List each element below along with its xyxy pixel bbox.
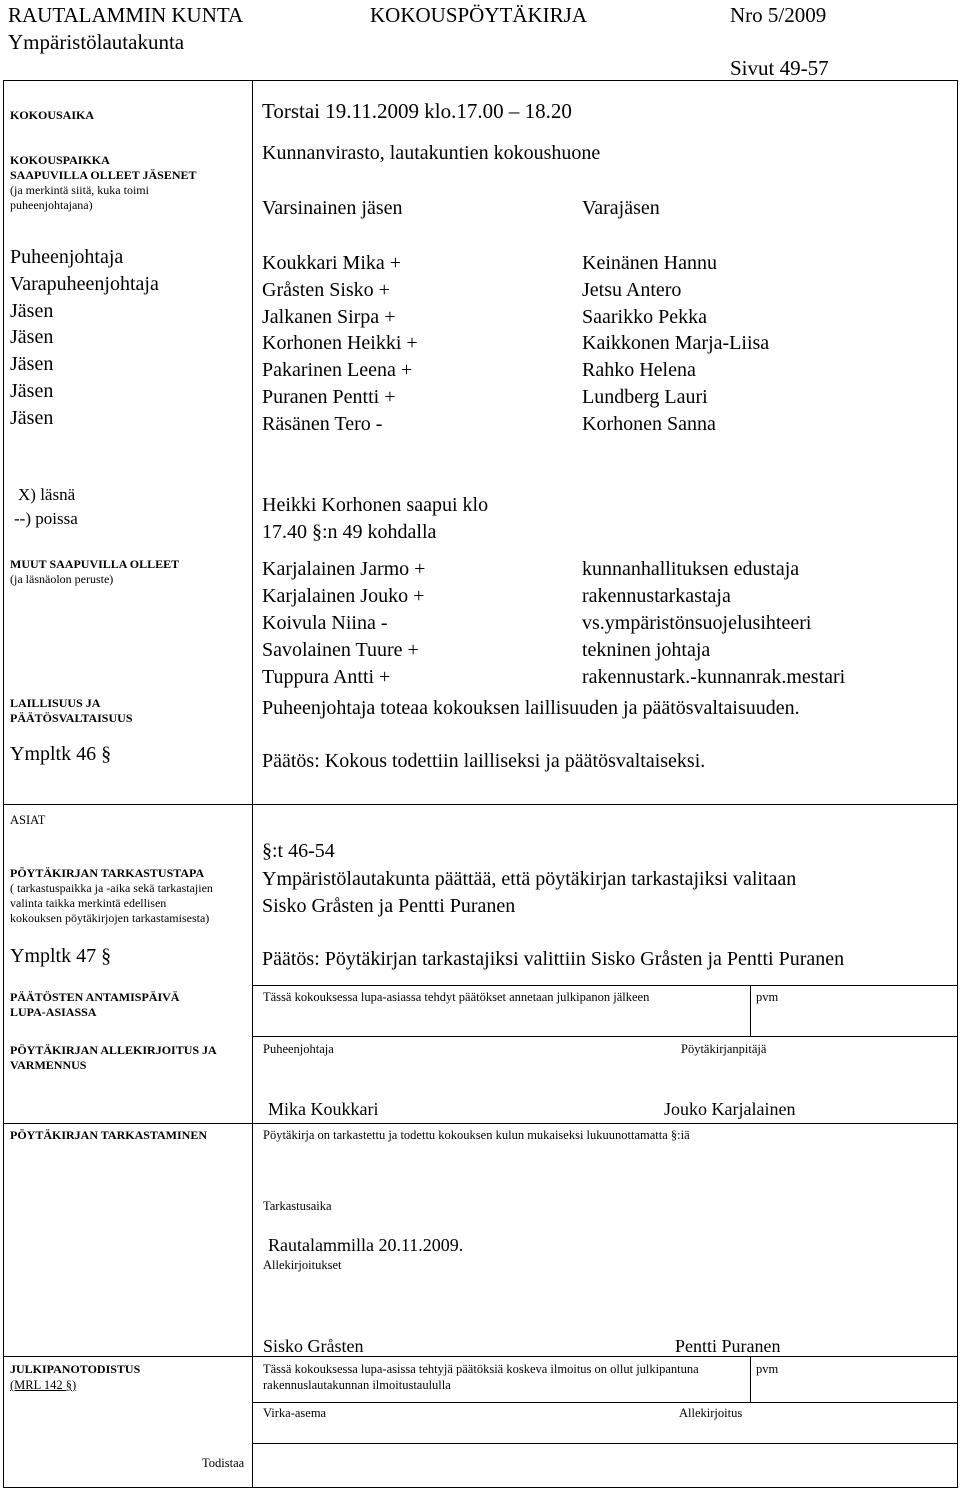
public-notice-text-2: rakennuslautakunnan ilmoitustaululla [263, 1378, 451, 1392]
notice-lower-line [252, 1443, 958, 1444]
other-attendee-name: Karjalainen Jouko + [262, 585, 425, 607]
section-divider [3, 804, 958, 805]
legend-present: X) läsnä [18, 485, 76, 504]
member-role: Puheenjohtaja [10, 246, 124, 268]
members-sublabel-1: (ja merkintä siitä, kuka toimi [10, 183, 149, 197]
review-label: PÖYTÄKIRJAN TARKASTAMINEN [10, 1128, 208, 1142]
notice-date-divider [750, 1356, 751, 1402]
other-attendee-role: tekninen johtaja [582, 639, 711, 661]
announcement-bottom-line [252, 1036, 958, 1037]
deputy-member: Lundberg Lauri [582, 385, 708, 408]
other-attendee-role: rakennustark.-kunnanrak.mestari [582, 666, 846, 688]
arrival-note [262, 492, 488, 546]
members-sublabel-2: puheenjohtajana) [10, 198, 93, 212]
legality-label-2: PÄÄTÖSVALTAISUUS [10, 711, 133, 725]
member-roles-list [10, 244, 159, 432]
member-role: Jäsen [10, 299, 54, 322]
announcement-top-line [252, 985, 958, 986]
chair-name: Mika Koukkari [268, 1099, 379, 1119]
meeting-place-value: Kunnanvirasto, lautakuntien kokoushuone [262, 142, 601, 164]
municipality-name: RAUTALAMMIN KUNTA [8, 3, 244, 27]
review-statement: Pöytäkirja on tarkastettu ja todettu kokouksen kulun mukaiseksi lukuunottamatta §:iä [263, 1128, 690, 1142]
other-attendee-name: Tuppura Antti + [262, 666, 391, 688]
committee-name: Ympäristölautakunta [8, 30, 185, 54]
public-notice-signature-label: Allekirjoitus [679, 1406, 743, 1420]
inspection-method-sublabel-2: valinta taikka merkintä edellisen [10, 896, 167, 910]
arrival-note-line-2: 17.40 §:n 49 kohdalla [262, 521, 437, 543]
members-label: SAAPUVILLA OLLEET JÄSENET [10, 168, 197, 182]
deputy-member-column-header: Varajäsen [582, 197, 660, 219]
others-sublabel: (ja läsnäolon peruste) [10, 572, 114, 586]
review-signatures-label: Allekirjoitukset [263, 1258, 342, 1272]
other-attendee-name: Karjalainen Jarmo + [262, 558, 426, 580]
review-time-label: Tarkastusaika [263, 1199, 332, 1213]
page-range: Sivut 49-57 [730, 56, 829, 80]
member-role: Jäsen [10, 379, 54, 402]
legality-section-number: Ympltk 46 § [10, 743, 112, 765]
bottom-border [3, 1487, 958, 1488]
review-top-line [3, 1123, 958, 1124]
announcement-label-2: LUPA-ASIASSA [10, 1005, 97, 1019]
announcement-date-label: pvm [756, 990, 779, 1004]
chair-signature-label: Puheenjohtaja [263, 1042, 334, 1056]
reviewer-2-name: Pentti Puranen [675, 1336, 781, 1356]
other-attendees-list [262, 556, 425, 691]
document-number: Nro 5/2009 [730, 3, 827, 27]
secretary-signature-label: Pöytäkirjanpitäjä [681, 1042, 767, 1056]
other-attendee-roles-list [582, 556, 845, 691]
left-border [3, 80, 4, 1488]
meeting-time-label: KOKOUSAIKA [10, 108, 95, 122]
legality-label-1: LAILLISUUS JA [10, 696, 101, 710]
member-role: Varapuheenjohtaja [10, 272, 159, 295]
column-divider [252, 80, 253, 1488]
regular-member: Jalkanen Sirpa + [262, 305, 396, 328]
inspectors-decision: Päätös: Pöytäkirjan tarkastajiksi valittiin Sisko Gråsten ja Pentti Puranen [262, 948, 845, 970]
notice-mid-line [252, 1402, 958, 1403]
inspection-method-sublabel-1: ( tarkastuspaikka ja -aika sekä tarkastajien [10, 881, 213, 895]
other-attendee-role: kunnanhallituksen edustaja [582, 558, 800, 580]
other-attendee-name: Savolainen Tuure + [262, 639, 419, 661]
inspection-method-label: PÖYTÄKIRJAN TARKASTUSTAPA [10, 866, 205, 880]
legality-statement: Puheenjohtaja toteaa kokouksen laillisuuden ja päätösvaltaisuuden. [262, 697, 800, 719]
others-label: MUUT SAAPUVILLA OLLEET [10, 557, 180, 571]
announcement-label-1: PÄÄTÖSTEN ANTAMISPÄIVÄ [10, 990, 180, 1004]
arrival-note-line-1: Heikki Korhonen saapui klo [262, 494, 489, 516]
regular-member: Koukkari Mika + [262, 252, 402, 274]
public-notice-reference: (MRL 142 §) [10, 1378, 77, 1392]
legend-absent: --) poissa [14, 509, 78, 528]
public-notice-label: JULKIPANOTODISTUS [10, 1362, 141, 1376]
right-border [957, 80, 958, 1488]
deputy-member: Keinänen Hannu [582, 252, 717, 274]
regular-member: Puranen Pentti + [262, 385, 396, 408]
document-type: KOKOUSPÖYTÄKIRJA [370, 3, 588, 27]
public-notice-date-label: pvm [756, 1362, 779, 1376]
deputy-member: Jetsu Antero [582, 278, 682, 301]
inspectors-proposal-line-2: Sisko Gråsten ja Pentti Puranen [262, 895, 516, 917]
member-role: Jäsen [10, 406, 54, 429]
matters-range: §:t 46-54 [262, 840, 335, 862]
regular-member: Korhonen Heikki + [262, 332, 418, 355]
inspectors-section-number: Ympltk 47 § [10, 945, 112, 967]
inspection-method-sublabel-3: kokouksen pöytäkirjojen tarkastamisesta) [10, 911, 210, 925]
public-notice-text-1: Tässä kokouksessa lupa-asissa tehtyjä päätöksiä koskeva ilmoitus on ollut julkipantuna [263, 1362, 699, 1376]
deputy-member: Korhonen Sanna [582, 412, 716, 435]
other-attendee-name: Koivula Niina - [262, 612, 388, 634]
inspectors-proposal-line-1: Ympäristölautakunta päättää, että pöytäkirjan tarkastajiksi valitaan [262, 868, 797, 890]
reviewer-1-name: Sisko Gråsten [263, 1336, 364, 1356]
review-place-date: Rautalammilla 20.11.2009. [268, 1235, 464, 1255]
meeting-time-value: Torstai 19.11.2009 klo.17.00 – 18.20 [262, 99, 572, 123]
signatures-label-1: PÖYTÄKIRJAN ALLEKIRJOITUS JA [10, 1043, 217, 1057]
deputy-members-list [582, 250, 769, 438]
deputy-member: Rahko Helena [582, 359, 696, 382]
regular-member-column-header: Varsinainen jäsen [262, 197, 403, 219]
announcement-date-divider [750, 985, 751, 1037]
announcement-text: Tässä kokouksessa lupa-asiassa tehdyt päätökset annetaan julkipanon jälkeen [263, 990, 650, 1004]
public-notice-office-label: Virka-asema [263, 1406, 327, 1420]
public-notice-certify-label: Todistaa [202, 1456, 245, 1470]
deputy-member: Kaikkonen Marja-Liisa [582, 332, 770, 355]
top-border [3, 80, 958, 81]
legality-decision: Päätös: Kokous todettiin lailliseksi ja päätösvaltaiseksi. [262, 750, 706, 772]
other-attendee-role: rakennustarkastaja [582, 585, 731, 607]
signatures-label-2: VARMENNUS [10, 1058, 87, 1072]
deputy-member: Saarikko Pekka [582, 305, 707, 328]
regular-member: Pakarinen Leena + [262, 359, 413, 382]
member-role: Jäsen [10, 326, 54, 349]
secretary-name: Jouko Karjalainen [664, 1099, 796, 1119]
notice-top-line [3, 1356, 958, 1357]
member-role: Jäsen [10, 353, 54, 376]
regular-members-list [262, 250, 418, 438]
meeting-place-label: KOKOUSPAIKKA [10, 153, 110, 167]
regular-member: Räsänen Tero - [262, 412, 383, 435]
matters-label: ASIAT [10, 813, 46, 827]
regular-member: Gråsten Sisko + [262, 278, 390, 301]
other-attendee-role: vs.ympäristönsuojelusihteeri [582, 612, 812, 634]
